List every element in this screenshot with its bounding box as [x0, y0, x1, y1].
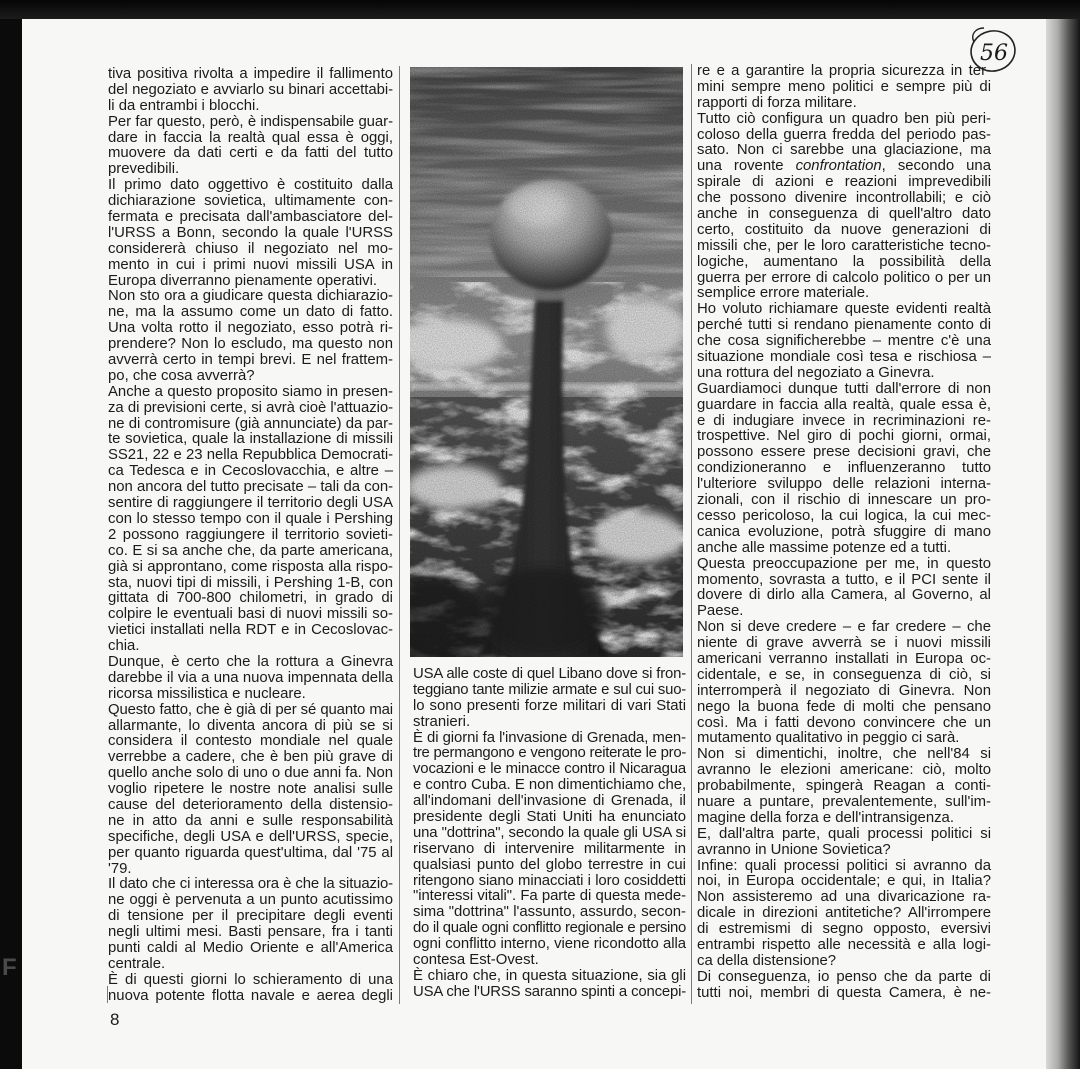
text-line: entrambi rispetto alle necessità e alla logi-: [697, 936, 991, 953]
text-line: di tensione per il precipitare degli eventi: [108, 908, 393, 925]
text-line: anche in conseguenza di quell'altro dato: [697, 206, 991, 223]
paragraph: [697, 827, 991, 859]
text-line: chia.: [108, 638, 140, 655]
text-line: '79.: [108, 860, 132, 877]
margin-bleed-letter: F: [2, 954, 17, 981]
text-line: Tutto ciò configura un quadro ben più peri-: [697, 110, 991, 127]
crop-tick: [107, 986, 108, 1003]
text-line: Questo fatto, che è già di per sé quanto mai: [108, 701, 393, 718]
paragraph: [108, 289, 393, 384]
text-line: ne oggi è pervenuta a un punto acutissimo: [108, 892, 393, 909]
text-line: l'URSS a Bonn, secondo la quale l'URSS: [108, 224, 393, 241]
mushroom-cloud-photo: [410, 67, 683, 657]
text-line: non ancora del tutto precisate – tali da con-: [108, 479, 393, 496]
paragraph: [413, 667, 686, 731]
text-line: po, che cosa avverrà?: [108, 367, 255, 384]
text-line: gittata di 700-800 chilometri, in grado di: [108, 590, 393, 607]
text-line: re e a garantire la propria sicurezza in ter-: [697, 63, 991, 79]
text-line: probabilmente, spingerà Reagan a conti-: [697, 778, 991, 795]
text-line: avranno le elezioni americane: ciò, molto: [697, 762, 991, 779]
text-line: Dunque, è certo che la rottura a Ginevra: [108, 653, 393, 670]
text-line: È di giorni fa l'invasione di Grenada, men-: [413, 729, 686, 746]
paragraph: [108, 877, 393, 972]
text-line: [697, 159, 991, 175]
text-line: Per far questo, però, è indispensabile guar-: [108, 113, 393, 130]
paragraph: [108, 703, 393, 878]
text-line: guardare in faccia alla realtà, quale essa è,: [697, 396, 991, 413]
paragraph: [108, 178, 393, 289]
text-column-left: [108, 67, 393, 1005]
text-line: quello anche solo di uno o due anni fa. Non: [108, 765, 393, 782]
paragraph: [413, 731, 686, 969]
text-line: una "dottrina", secondo la quale gli USA si: [413, 824, 686, 841]
text-line: sima "dottrina" l'assunto, assurdo, secon-: [413, 904, 686, 921]
text-line: negli ultimi mesi. Basti pensare, fra i tanti: [108, 924, 393, 941]
text-line: qualsiasi punto del globo terrestre in cui: [413, 856, 686, 873]
text-line: mutamento qualitativo in peggio ci sarà.: [697, 730, 960, 747]
text-line: Non sto ora a giudicare questa dichiarazio-: [108, 288, 393, 305]
text-segment: una rovente: [697, 158, 796, 175]
text-line: dichiarazione sovietica, ultimamente con-: [108, 193, 393, 210]
text-line: cesso pericoloso, la cui logica, la cui mec-: [697, 507, 991, 524]
text-line: dicale in direzioni antitetiche? All'irrompere: [697, 905, 991, 922]
text-line: colpire le eventuali basi di nuovi missili so-: [108, 606, 393, 623]
text-line: sentire di raggiungere il territorio degli USA: [108, 495, 393, 512]
text-line: situazione mondiale così tesa e rischiosa –: [697, 349, 991, 366]
paragraph: [413, 969, 686, 1001]
text-line: spirale di azioni e reazioni imprevedibili: [697, 174, 991, 191]
text-line: vietici installati nella RDT e in Cecoslovac-: [108, 622, 393, 639]
paragraph: [697, 64, 991, 112]
text-line: muovere da dati certi e da fatti del tutto: [108, 145, 393, 162]
text-line: Paese.: [697, 603, 744, 620]
text-line: Il primo dato oggettivo è costituito dalla: [108, 177, 393, 194]
paragraph: [108, 655, 393, 703]
text-line: ritengono siano minacciati i loro cosiddetti: [413, 872, 686, 889]
text-line: noi, in Europa occidentale; e qui, in Italia?: [697, 873, 991, 890]
text-line: tutti noi, membri di questa Camera, è ne-: [697, 984, 991, 1001]
text-line: del negoziato e avviarlo su binari accettabi-: [108, 81, 393, 98]
paragraph: [697, 747, 991, 826]
text-line: momento, sovrasta a tutto, e il PCI sente il: [697, 571, 991, 588]
text-line: sato. Non ci sarebbe una glaciazione, ma: [697, 142, 991, 159]
text-line: È chiaro che, in questa situazione, sia gli: [413, 967, 686, 984]
text-line: co. E si sa anche che, da parte americana,: [108, 542, 393, 559]
text-column-right: [697, 64, 991, 1002]
text-line: nuare a puntare, prevalentemente, sull'im-: [697, 793, 991, 810]
text-line: perché tutti si rendano pienamente conto di: [697, 317, 991, 334]
paragraph: [697, 970, 991, 1002]
text-line: l'ulteriore sviluppo delle relazioni interna-: [697, 476, 991, 493]
text-line: possono essere prese decisioni gravi, che: [697, 444, 991, 461]
text-line: così. Ma i fatti devono convincere che un: [697, 714, 991, 731]
text-line: dare in faccia la realtà qual essa è oggi,: [108, 129, 393, 146]
text-line: ricorsa missilistica e nucleare.: [108, 685, 306, 702]
text-line: lo sono presenti forze militari di vari Stati: [413, 697, 686, 714]
text-line: tiva positiva rivolta a impedire il fallimento: [108, 66, 393, 82]
text-line: stranieri.: [413, 713, 471, 730]
text-line: certo, costituito da nuove generazioni di: [697, 221, 991, 238]
text-line: ca della distensione?: [697, 952, 837, 969]
text-line: Europa diverranno pienamente operativi.: [108, 272, 378, 289]
text-line: te sovietica, quale la installazione di missili: [108, 431, 393, 448]
text-line: prevedibili.: [108, 161, 180, 178]
text-line: È di questi giorni lo schieramento di una: [108, 971, 393, 988]
text-line: ogni conflitto interno, viene ricondotto alla: [413, 936, 686, 953]
text-line: americani verranno installati in Europa oc-: [697, 650, 991, 667]
text-line: niente di grave avverrà se i nuovi missili: [697, 635, 991, 652]
paragraph: [697, 557, 991, 621]
text-line: SS21, 22 e 23 nella Repubblica Democrati-: [108, 447, 393, 464]
text-line: voglio ripetere le nostre note analisi sulle: [108, 781, 393, 798]
text-line: interromperà il negoziato di Ginevra. Non: [697, 682, 991, 699]
text-line: Una volta rotto il negoziato, esso potrà ri-: [108, 320, 393, 337]
text-line: che cosa significherebbe – mentre c'è una: [697, 333, 991, 350]
text-line: guerra per errore di calcolo politico o per un: [697, 269, 991, 286]
text-line: avverrà certo in tempi brevi. E nel frattem-: [108, 352, 393, 369]
text-line: semplice errore materiale.: [697, 285, 870, 302]
text-line: riservano di intervenire militarmente in: [413, 840, 686, 857]
column-rule: [399, 66, 400, 1004]
paragraph: [108, 973, 393, 1005]
text-segment: , secondo una: [881, 158, 991, 175]
text-line: sta, nuovi tipi di missili, i Pershing 1-B, con: [108, 574, 393, 591]
scan-top-border: [0, 0, 1080, 19]
paragraph: [697, 620, 991, 747]
text-line: considererà chiuso il negoziato nel mo-: [108, 240, 393, 257]
paragraph: [108, 67, 393, 115]
text-line: allarmante, lo diventa ancora di più se si: [108, 717, 393, 734]
text-line: ne, ma la assumo come un dato di fatto.: [108, 304, 393, 321]
text-line: Guardiamoci dunque tutti dall'errore di non: [697, 380, 991, 397]
text-line: logiche, aumentano la possibilità della: [697, 253, 991, 270]
text-line: darebbe il via a una nuova impennata della: [108, 669, 393, 686]
text-line: tre permangono e vengono reiterate le pro-: [413, 745, 686, 762]
text-line: magine della forza e dell'intransigenza.: [697, 809, 954, 826]
text-line: Questa preoccupazione per me, in questo: [697, 555, 991, 572]
text-line: condizioneranno e influenzeranno tutto: [697, 460, 991, 477]
text-line: centrale.: [108, 955, 166, 972]
text-line: USA alle coste di quel Libano dove si fron-: [413, 666, 686, 682]
text-line: Non si deve credere – e far credere – che: [697, 619, 991, 636]
text-line: contesa Est-Ovest.: [413, 952, 539, 969]
text-line: Infine: quali processi politici si avranno da: [697, 857, 991, 874]
text-line: cidentale, e se, in conseguenza di ciò, si: [697, 666, 991, 683]
text-line: e contro Cuba. E non dimentichiamo che,: [413, 777, 687, 794]
text-line: coloso della guerra fredda del periodo pas-: [697, 126, 991, 143]
text-line: prendere? Non lo escludo, ma questo non: [108, 336, 393, 353]
paragraph: [697, 112, 991, 303]
text-line: fermata e precisata dall'ambasciatore del-: [108, 209, 393, 226]
text-line: nuova potente flotta navale e aerea degli: [108, 987, 393, 1004]
text-column-middle: [413, 667, 686, 1001]
text-line: za di previsioni certe, si avrà cioè l'attuazio-: [108, 399, 393, 416]
column-rule: [691, 64, 692, 1004]
text-line: vocazioni e le minacce contro il Nicaragua: [413, 761, 686, 778]
text-line: e di indugiare invece in recriminazioni re-: [697, 412, 991, 429]
text-line: Non assisteremo ad una divaricazione ra-: [697, 889, 991, 906]
text-line: trospettive. Nel giro di pochi giorni, ormai,: [697, 428, 991, 445]
text-line: rapporti di forza militare.: [697, 94, 857, 111]
text-line: considera il contesto mondiale nel quale: [108, 733, 393, 750]
text-line: punti caldi al Medio Oriente e all'America: [108, 939, 393, 956]
text-line: Non si dimentichi, inoltre, che nell'84 si: [697, 746, 991, 763]
text-line: presidente degli Stati Uniti ha enunciato: [413, 809, 686, 826]
handwritten-number: 56: [980, 41, 1008, 66]
paragraph: [697, 859, 991, 970]
text-line: do il quale ogni conflitto regionale e persino: [413, 920, 686, 937]
text-line: ne in atto da anni e sulle responsabilità: [108, 812, 393, 829]
text-line: "interessi vitali". Fa parte di questa mede-: [413, 888, 686, 905]
text-line: Anche a questo proposito siamo in presen-: [108, 383, 393, 400]
paragraph: [108, 115, 393, 179]
text-line: già si approntano, come risposta alla rispo-: [108, 558, 393, 575]
text-line: ca Tedesca e in Cecoslovacchia, e altre –: [108, 463, 393, 480]
text-line: mini sempre meno politici e sempre più di: [697, 78, 991, 95]
text-line: avranno in Unione Sovietica?: [697, 841, 891, 858]
text-line: che possono divenire incontrollabili; e ciò: [697, 190, 991, 207]
text-line: una rottura del negoziato a Ginevra.: [697, 364, 935, 381]
text-line: missili che, per le loro caratteristiche tecno-: [697, 237, 991, 254]
text-line: mento in cui i primi nuovi missili USA in: [108, 256, 393, 273]
text-line: per quanto riguarda quest'ultima, dal '75 al: [108, 844, 393, 861]
text-line: canica evoluzione, potrà sfuggire di mano: [697, 523, 991, 540]
paragraph: [108, 385, 393, 655]
text-line: Ho voluto richiamare queste evidenti realtà: [697, 301, 991, 318]
text-line: con lo stesso tempo con il quale i Pershing: [108, 510, 393, 527]
paragraph: [697, 302, 991, 381]
page-edge-shadow: [1046, 19, 1080, 1069]
text-line: all'indomani dell'invasione di Grenada, il: [413, 793, 686, 810]
text-line: USA che l'URSS saranno spinti a concepi-: [413, 983, 686, 1000]
text-line: cause del deterioramento della distensio-: [108, 796, 393, 813]
text-line: teggiano tante milizie armate e sul cui suo-: [413, 681, 686, 698]
text-line: 2 possono raggiungere il territorio sovieti-: [108, 526, 393, 543]
text-line: dovere di dirlo alla Camera, al Governo, al: [697, 587, 991, 604]
text-line: specifiche, degli USA e dell'URSS, specie,: [108, 828, 393, 845]
film-grain: [410, 67, 683, 657]
paragraph: [697, 382, 991, 557]
text-line: verrebbe a cadere, che è ben più grave di: [108, 749, 393, 766]
text-line: di estremismi di segno opposto, eversivi: [697, 921, 991, 938]
text-line: nego la buona fede di molti che pensano: [697, 698, 991, 715]
italic-term: confrontation: [795, 158, 882, 175]
text-line: Il dato che ci interessa ora è che la situazio-: [108, 876, 393, 893]
page-number: 8: [110, 1010, 120, 1029]
text-line: E, dall'altra parte, quali processi politici si: [697, 825, 991, 842]
text-line: zionali, con il rischio di innescare un pro-: [697, 492, 991, 509]
text-line: Di conseguenza, io penso che da parte di: [697, 968, 991, 985]
text-line: li da entrambi i blocchi.: [108, 97, 260, 114]
text-line: anche alle massime potenze ed a tutti.: [697, 539, 952, 556]
text-line: ne di contromisure (già annunciate) da par-: [108, 415, 393, 432]
